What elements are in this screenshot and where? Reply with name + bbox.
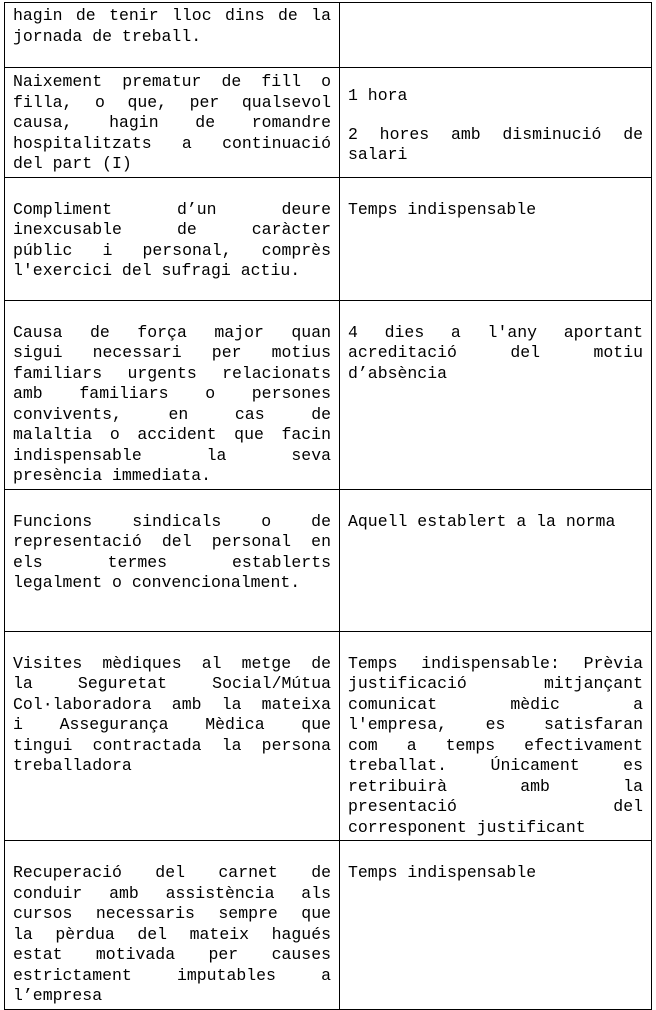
text-line: Recuperació del carnet de bbox=[13, 863, 331, 882]
row-2-duration-cell bbox=[340, 68, 652, 178]
row-4-duration-cell bbox=[340, 300, 652, 489]
text-line: els termes establerts bbox=[13, 552, 331, 572]
text-line: inexcusable de caràcter bbox=[13, 220, 331, 239]
text-line: comunicat mèdic a bbox=[348, 694, 643, 714]
text-line: Naixement prematur de fill o bbox=[13, 72, 331, 91]
text-line: salari bbox=[348, 145, 408, 164]
text-line: familiars urgents relacionats bbox=[13, 363, 331, 383]
text-line: Causa de força major quan bbox=[13, 322, 331, 342]
text-line: filla, o que, per qualsevol bbox=[13, 92, 331, 112]
text-line: malaltia o accident que facin bbox=[13, 425, 331, 444]
row-3-reason-cell bbox=[5, 177, 340, 300]
text-line: 4 dies a l'any aportant bbox=[348, 322, 643, 342]
text-line: Temps indispensable: Prèvia bbox=[348, 653, 643, 673]
text-line: treballat. Únicament es bbox=[348, 756, 643, 775]
text-line: Temps indispensable bbox=[348, 863, 537, 882]
table-row bbox=[5, 177, 652, 300]
text-line: del part (I) bbox=[13, 154, 132, 173]
text-line: representació del personal en bbox=[13, 532, 331, 551]
text-line: Aquell establert a la norma bbox=[348, 511, 616, 531]
text-line: la pèrdua del mateix hagués bbox=[13, 924, 331, 944]
text-line: indispensable la seva bbox=[13, 445, 331, 465]
paragraph-gap bbox=[348, 107, 643, 125]
table-row bbox=[5, 841, 652, 1010]
row-1-reason-cell bbox=[5, 3, 340, 68]
table-row bbox=[5, 300, 652, 489]
text-line: presentació del bbox=[348, 797, 643, 816]
text-line: 1 hora bbox=[348, 86, 408, 105]
leave-table bbox=[4, 2, 652, 1010]
table-row bbox=[5, 3, 652, 68]
text-line: justificació mitjançant bbox=[348, 674, 643, 693]
text-line: tingui contractada la persona bbox=[13, 735, 331, 755]
row-1-duration-cell bbox=[340, 3, 652, 68]
text-line: conduir amb assistència als bbox=[13, 883, 331, 903]
row-3-duration-cell bbox=[340, 177, 652, 300]
text-line: acreditació del motiu bbox=[348, 343, 643, 362]
text-line: Compliment d’un deure bbox=[13, 199, 331, 219]
row-6-reason-cell bbox=[5, 631, 340, 841]
text-line: la Seguretat Social/Mútua bbox=[13, 674, 331, 693]
text-line: legalment o convencionalment. bbox=[13, 573, 301, 592]
text-line: l'exercici del sufragi actiu. bbox=[13, 261, 301, 280]
text-line: l'empresa, es satisfaran bbox=[348, 715, 643, 734]
table-row bbox=[5, 489, 652, 631]
text-line: hospitalitzats a continuació bbox=[13, 133, 331, 153]
text-line: causa, hagin de romandre bbox=[13, 113, 331, 132]
text-line: d’absència bbox=[348, 363, 448, 383]
table-row bbox=[5, 68, 652, 178]
text-line: jornada de treball. bbox=[13, 26, 202, 46]
text-line: Funcions sindicals o de bbox=[13, 511, 331, 531]
text-line: Col·laboradora amb la mateixa bbox=[13, 694, 331, 714]
text-line: amb familiars o persones bbox=[13, 384, 331, 403]
text-line: estat motivada per causes bbox=[13, 945, 331, 964]
text-line: cursos necessaris sempre que bbox=[13, 904, 331, 923]
text-line: estrictament imputables a bbox=[13, 965, 331, 985]
row-5-duration-cell bbox=[340, 489, 652, 631]
row-2-reason-cell bbox=[5, 68, 340, 178]
text-line: públic i personal, comprès bbox=[13, 240, 331, 260]
text-line: Visites mèdiques al metge de bbox=[13, 653, 331, 673]
text-line: l’empresa bbox=[13, 986, 103, 1005]
text-line: treballadora bbox=[13, 756, 132, 775]
row-4-reason-cell bbox=[5, 300, 340, 489]
row-7-duration-cell bbox=[340, 841, 652, 1010]
text-line: corresponent justificant bbox=[348, 817, 586, 837]
text-line: convivents, en cas de bbox=[13, 404, 331, 424]
text-line: presència immediata. bbox=[13, 466, 212, 485]
row-6-duration-cell bbox=[340, 631, 652, 841]
text-line: com a temps efectivament bbox=[348, 735, 643, 755]
text-line: sigui necessari per motius bbox=[13, 343, 331, 362]
text-line: retribuirà amb la bbox=[348, 776, 643, 796]
text-line: 2 hores amb disminució de bbox=[348, 124, 643, 144]
table-row bbox=[5, 631, 652, 841]
text-line: i Assegurança Mèdica que bbox=[13, 715, 331, 734]
row-7-reason-cell bbox=[5, 841, 340, 1010]
row-5-reason-cell bbox=[5, 489, 340, 631]
text-line: hagin de tenir lloc dins de la bbox=[13, 6, 331, 25]
text-line: Temps indispensable bbox=[348, 199, 537, 219]
